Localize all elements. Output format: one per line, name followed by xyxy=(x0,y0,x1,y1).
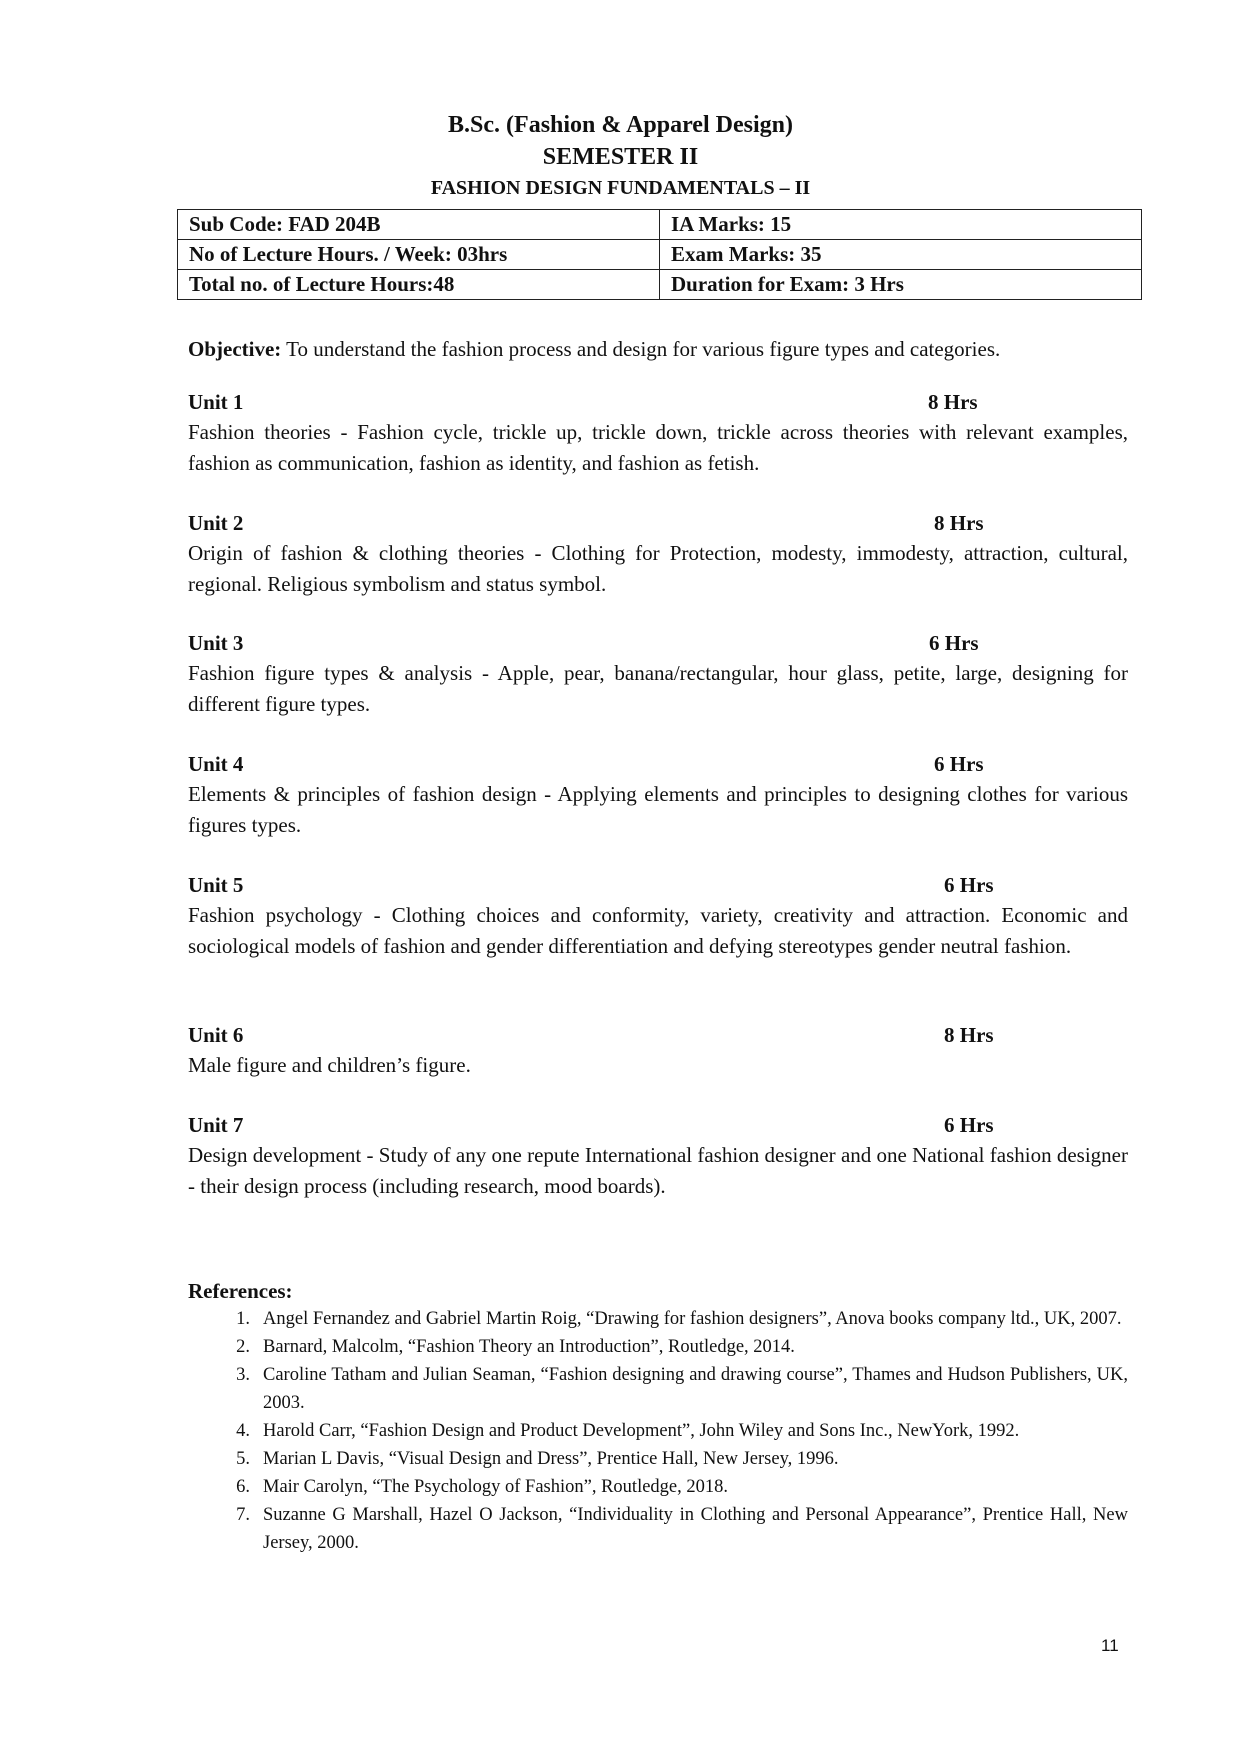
objective xyxy=(188,334,1128,364)
reference-text: Angel Fernandez and Gabriel Martin Roig, “Drawing for fashion designers”, Anova books company ltd., UK, 2007. xyxy=(263,1309,1122,1329)
unit-description: Fashion theories - Fashion cycle, trickle up, trickle down, trickle across theories with relevant examples, fashion as communication, fashion as identity, and fashion as fetish. xyxy=(188,420,1128,475)
reference-text: Suzanne G Marshall, Hazel O Jackson, “Individuality in Clothing and Personal Appearance”, Prentice Hall, New Jersey, 2000. xyxy=(263,1505,1128,1553)
table-row xyxy=(178,270,1142,300)
reference-number: 2. xyxy=(236,1337,250,1357)
sub-code-cell: Sub Code: FAD 204B xyxy=(178,210,660,240)
unit-description: Fashion psychology - Clothing choices and conformity, variety, creativity and attraction. Economic and sociological models of fashion and gender differentiation and defying stereotypes gender neutral fashion. xyxy=(188,903,1128,958)
unit-description: Fashion figure types & analysis - Apple, pear, banana/rectangular, hour glass, petite, large, designing for different figure types. xyxy=(188,661,1128,716)
reference-item xyxy=(188,1445,1128,1473)
unit-2 xyxy=(188,508,1128,599)
unit-description: Elements & principles of fashion design - Applying elements and principles to designing clothes for various figures types. xyxy=(188,782,1128,837)
unit-description: Male figure and children’s figure. xyxy=(188,1053,471,1077)
exam-duration-cell: Duration for Exam: 3 Hrs xyxy=(660,270,1142,300)
table-row xyxy=(178,240,1142,270)
course-info-table xyxy=(177,209,1142,300)
unit-title: Unit 2 xyxy=(188,511,244,535)
reference-text: Caroline Tatham and Julian Seaman, “Fashion designing and drawing course”, Thames and Hudson Publishers, UK, 2003. xyxy=(263,1365,1128,1413)
reference-number: 7. xyxy=(236,1505,250,1525)
reference-number: 3. xyxy=(236,1365,250,1385)
reference-number: 4. xyxy=(236,1421,250,1441)
unit-hours: 6 Hrs xyxy=(929,631,979,655)
reference-number: 5. xyxy=(236,1449,250,1469)
ia-marks-cell: IA Marks: 15 xyxy=(660,210,1142,240)
objective-label: Objective: xyxy=(188,337,282,361)
reference-item xyxy=(188,1305,1128,1333)
unit-description: Origin of fashion & clothing theories - Clothing for Protection, modesty, immodesty, attraction, cultural, regional. Religious symbolism and status symbol. xyxy=(188,541,1128,596)
exam-marks-cell: Exam Marks: 35 xyxy=(660,240,1142,270)
unit-title: Unit 6 xyxy=(188,1023,244,1047)
references-heading: References: xyxy=(188,1279,293,1303)
reference-number: 6. xyxy=(236,1477,250,1497)
reference-text: Harold Carr, “Fashion Design and Product Development”, John Wiley and Sons Inc., NewYork, 1992. xyxy=(263,1421,1020,1441)
unit-hours: 8 Hrs xyxy=(928,390,978,414)
unit-1 xyxy=(188,387,1128,478)
reference-number: 1. xyxy=(236,1309,250,1329)
reference-item xyxy=(188,1333,1128,1361)
objective-text: To understand the fashion process and design for various figure types and categories. xyxy=(281,337,1001,361)
unit-hours: 8 Hrs xyxy=(934,511,984,535)
table-row xyxy=(178,210,1142,240)
program-title: B.Sc. (Fashion & Apparel Design) xyxy=(448,112,793,138)
unit-title: Unit 4 xyxy=(188,752,244,776)
unit-3 xyxy=(188,628,1128,719)
unit-description: Design development - Study of any one repute International fashion designer and one National fashion designer - their design process (including research, mood boards). xyxy=(188,1143,1128,1198)
lecture-hours-week-cell: No of Lecture Hours. / Week: 03hrs xyxy=(178,240,660,270)
reference-item xyxy=(188,1473,1128,1501)
unit-5 xyxy=(188,870,1128,961)
unit-4 xyxy=(188,749,1128,840)
total-lecture-hours-cell: Total no. of Lecture Hours:48 xyxy=(178,270,660,300)
course-title: FASHION DESIGN FUNDAMENTALS – II xyxy=(430,177,811,199)
reference-text: Marian L Davis, “Visual Design and Dress”, Prentice Hall, New Jersey, 1996. xyxy=(263,1449,839,1469)
reference-item xyxy=(188,1361,1128,1417)
page-number: 11 xyxy=(1101,1636,1119,1655)
reference-text: Mair Carolyn, “The Psychology of Fashion”, Routledge, 2018. xyxy=(263,1477,729,1497)
unit-title: Unit 3 xyxy=(188,631,244,655)
unit-title: Unit 5 xyxy=(188,873,244,897)
unit-6 xyxy=(188,1020,1128,1081)
reference-item xyxy=(188,1417,1128,1445)
unit-hours: 8 Hrs xyxy=(944,1023,994,1047)
semester-title: SEMESTER II xyxy=(542,144,699,170)
unit-7 xyxy=(188,1110,1128,1201)
unit-hours: 6 Hrs xyxy=(944,1113,994,1137)
unit-title: Unit 1 xyxy=(188,390,244,414)
unit-hours: 6 Hrs xyxy=(944,873,994,897)
reference-item xyxy=(188,1501,1128,1557)
unit-hours: 6 Hrs xyxy=(934,752,984,776)
reference-text: Barnard, Malcolm, “Fashion Theory an Introduction”, Routledge, 2014. xyxy=(263,1337,795,1357)
references-list xyxy=(188,1305,1128,1557)
unit-title: Unit 7 xyxy=(188,1113,244,1137)
